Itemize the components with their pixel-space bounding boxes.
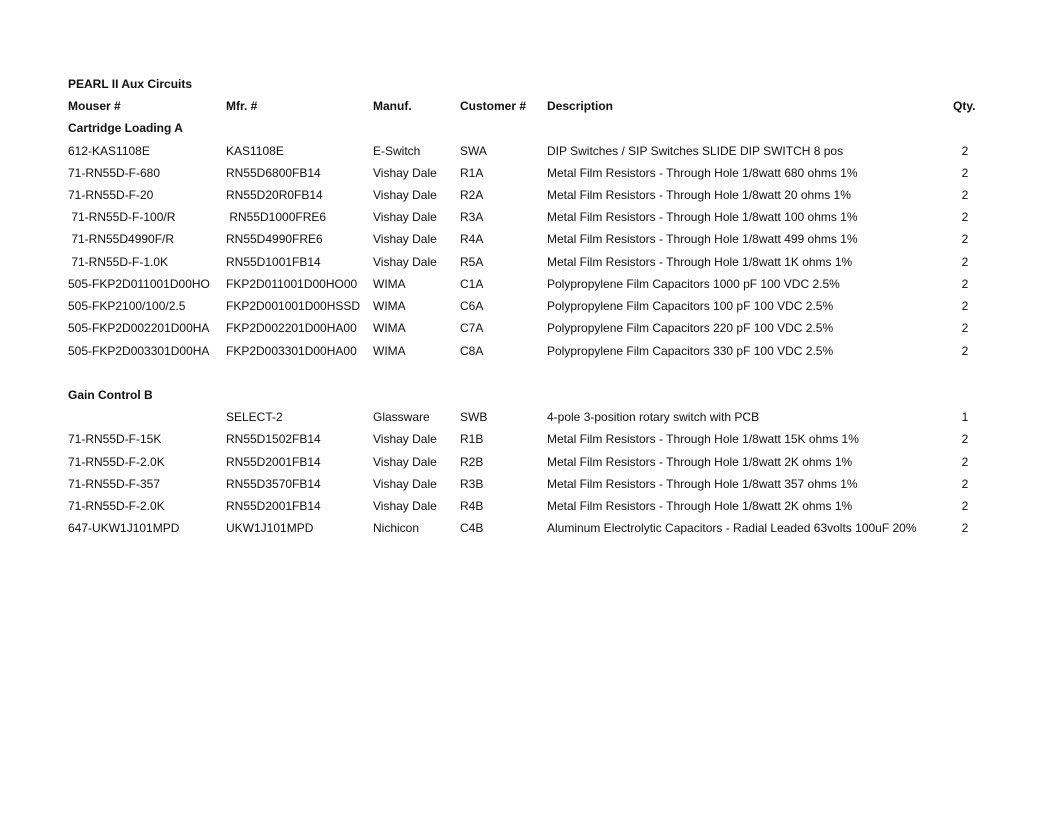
quantity: 2 — [961, 499, 969, 513]
quantity: 2 — [961, 255, 969, 269]
manufacturer: WIMA — [373, 321, 406, 335]
quantity: 2 — [961, 188, 969, 202]
header-mouser: Mouser # — [68, 99, 121, 113]
mouser-number: 71-RN55D-F-2.0K — [68, 455, 165, 469]
header-qty: Qty. — [953, 99, 976, 113]
customer-number: R5A — [460, 255, 484, 269]
mouser-number: 71-RN55D-F-20 — [68, 188, 154, 202]
table-row — [0, 319, 1056, 337]
mfr-number: FKP2D002201D00HA00 — [226, 321, 357, 335]
customer-number: C7A — [460, 321, 484, 335]
table-row — [0, 142, 1056, 160]
description: Polypropylene Film Capacitors 1000 pF 100 VDC 2.5% — [547, 277, 840, 291]
description: Polypropylene Film Capacitors 330 pF 100 VDC 2.5% — [547, 344, 834, 358]
manufacturer: Vishay Dale — [373, 432, 437, 446]
customer-number: R1A — [460, 166, 484, 180]
table-row — [0, 164, 1056, 182]
description: Metal Film Resistors - Through Hole 1/8watt 357 ohms 1% — [547, 477, 858, 491]
description: Polypropylene Film Capacitors 220 pF 100 VDC 2.5% — [547, 321, 834, 335]
mfr-number: RN55D1001FB14 — [226, 255, 321, 269]
mouser-number: 71-RN55D-F-100/R — [68, 210, 176, 224]
quantity: 2 — [961, 232, 969, 246]
mfr-number: FKP2D003301D00HA00 — [226, 344, 357, 358]
description: Metal Film Resistors - Through Hole 1/8watt 2K ohms 1% — [547, 499, 853, 513]
quantity: 2 — [961, 210, 969, 224]
page-title: PEARL II Aux Circuits — [68, 77, 193, 91]
mfr-number: RN55D3570FB14 — [226, 477, 321, 491]
customer-number: R3B — [460, 477, 484, 491]
description: Metal Film Resistors - Through Hole 1/8watt 20 ohms 1% — [547, 188, 851, 202]
header-description: Description — [547, 99, 614, 113]
description: Metal Film Resistors - Through Hole 1/8watt 1K ohms 1% — [547, 255, 853, 269]
table-row — [0, 475, 1056, 493]
description: Metal Film Resistors - Through Hole 1/8watt 15K ohms 1% — [547, 432, 859, 446]
mouser-number: 71-RN55D-F-1.0K — [68, 255, 169, 269]
table-row — [0, 253, 1056, 271]
customer-number: C6A — [460, 299, 484, 313]
header-row — [0, 97, 1056, 115]
mouser-number: 71-RN55D4990F/R — [68, 232, 175, 246]
customer-number: SWA — [460, 144, 487, 158]
table-row — [0, 208, 1056, 226]
header-manuf: Manuf. — [373, 99, 412, 113]
mouser-number: 505-FKP2D011001D00HO — [68, 277, 210, 291]
manufacturer: Vishay Dale — [373, 166, 437, 180]
manufacturer: WIMA — [373, 277, 406, 291]
mfr-number: KAS1108E — [226, 144, 284, 158]
mfr-number: FKP2D011001D00HO00 — [226, 277, 358, 291]
customer-number: R2A — [460, 188, 484, 202]
mfr-number: RN55D20R0FB14 — [226, 188, 323, 202]
customer-number: R2B — [460, 455, 484, 469]
mfr-number: RN55D1000FRE6 — [226, 210, 327, 224]
quantity: 2 — [961, 477, 969, 491]
mfr-number: SELECT-2 — [226, 410, 283, 424]
description: Polypropylene Film Capacitors 100 pF 100 VDC 2.5% — [547, 299, 834, 313]
mfr-number: FKP2D001001D00HSSD — [226, 299, 361, 313]
quantity: 2 — [961, 455, 969, 469]
customer-number: C1A — [460, 277, 484, 291]
quantity: 2 — [961, 521, 969, 535]
manufacturer: WIMA — [373, 299, 406, 313]
table-row — [0, 497, 1056, 515]
title-row — [0, 75, 1056, 93]
mfr-number: UKW1J101MPD — [226, 521, 314, 535]
quantity: 2 — [961, 299, 969, 313]
customer-number: SWB — [460, 410, 488, 424]
quantity: 2 — [961, 432, 969, 446]
header-customer: Customer # — [460, 99, 527, 113]
customer-number: R4B — [460, 499, 484, 513]
mouser-number: 505-FKP2100/100/2.5 — [68, 299, 186, 313]
section-heading: Cartridge Loading A — [68, 121, 183, 135]
table-row — [0, 297, 1056, 315]
customer-number: C4B — [460, 521, 484, 535]
mouser-number: 71-RN55D-F-15K — [68, 432, 162, 446]
description: 4-pole 3-position rotary switch with PCB — [547, 410, 760, 424]
table-row — [0, 408, 1056, 426]
customer-number: R1B — [460, 432, 484, 446]
manufacturer: Vishay Dale — [373, 477, 437, 491]
quantity: 2 — [961, 144, 969, 158]
description: Metal Film Resistors - Through Hole 1/8watt 499 ohms 1% — [547, 232, 858, 246]
table-row — [0, 453, 1056, 471]
manufacturer: Vishay Dale — [373, 499, 437, 513]
table-row — [0, 230, 1056, 248]
quantity: 1 — [961, 410, 969, 424]
description: Metal Film Resistors - Through Hole 1/8watt 680 ohms 1% — [547, 166, 858, 180]
description: DIP Switches / SIP Switches SLIDE DIP SWITCH 8 pos — [547, 144, 844, 158]
mouser-number: 71-RN55D-F-2.0K — [68, 499, 165, 513]
section-heading-row — [0, 386, 1056, 404]
customer-number: C8A — [460, 344, 484, 358]
manufacturer: E-Switch — [373, 144, 421, 158]
mouser-number: 647-UKW1J101MPD — [68, 521, 180, 535]
table-row — [0, 186, 1056, 204]
quantity: 2 — [961, 321, 969, 335]
description: Aluminum Electrolytic Capacitors - Radial Leaded 63volts 100uF 20% — [547, 521, 917, 535]
mouser-number: 505-FKP2D002201D00HA — [68, 321, 210, 335]
customer-number: R3A — [460, 210, 484, 224]
table-row — [0, 430, 1056, 448]
customer-number: R4A — [460, 232, 484, 246]
mfr-number: RN55D2001FB14 — [226, 499, 321, 513]
description: Metal Film Resistors - Through Hole 1/8watt 100 ohms 1% — [547, 210, 858, 224]
mouser-number: 71-RN55D-F-357 — [68, 477, 161, 491]
mouser-number: 612-KAS1108E — [68, 144, 150, 158]
mfr-number: RN55D1502FB14 — [226, 432, 321, 446]
mouser-number: 505-FKP2D003301D00HA — [68, 344, 210, 358]
manufacturer: Vishay Dale — [373, 210, 437, 224]
header-mfr: Mfr. # — [226, 99, 258, 113]
mouser-number: 71-RN55D-F-680 — [68, 166, 161, 180]
quantity: 2 — [961, 166, 969, 180]
manufacturer: Vishay Dale — [373, 232, 437, 246]
section-heading: Gain Control B — [68, 388, 153, 402]
manufacturer: Glassware — [373, 410, 430, 424]
description: Metal Film Resistors - Through Hole 1/8watt 2K ohms 1% — [547, 455, 853, 469]
mfr-number: RN55D4990FRE6 — [226, 232, 323, 246]
mfr-number: RN55D6800FB14 — [226, 166, 321, 180]
table-row — [0, 342, 1056, 360]
manufacturer: Vishay Dale — [373, 188, 437, 202]
manufacturer: Vishay Dale — [373, 255, 437, 269]
manufacturer: WIMA — [373, 344, 406, 358]
manufacturer: Vishay Dale — [373, 455, 437, 469]
table-row — [0, 519, 1056, 537]
quantity: 2 — [961, 277, 969, 291]
manufacturer: Nichicon — [373, 521, 420, 535]
section-heading-row — [0, 119, 1056, 137]
quantity: 2 — [961, 344, 969, 358]
table-row — [0, 275, 1056, 293]
mfr-number: RN55D2001FB14 — [226, 455, 321, 469]
